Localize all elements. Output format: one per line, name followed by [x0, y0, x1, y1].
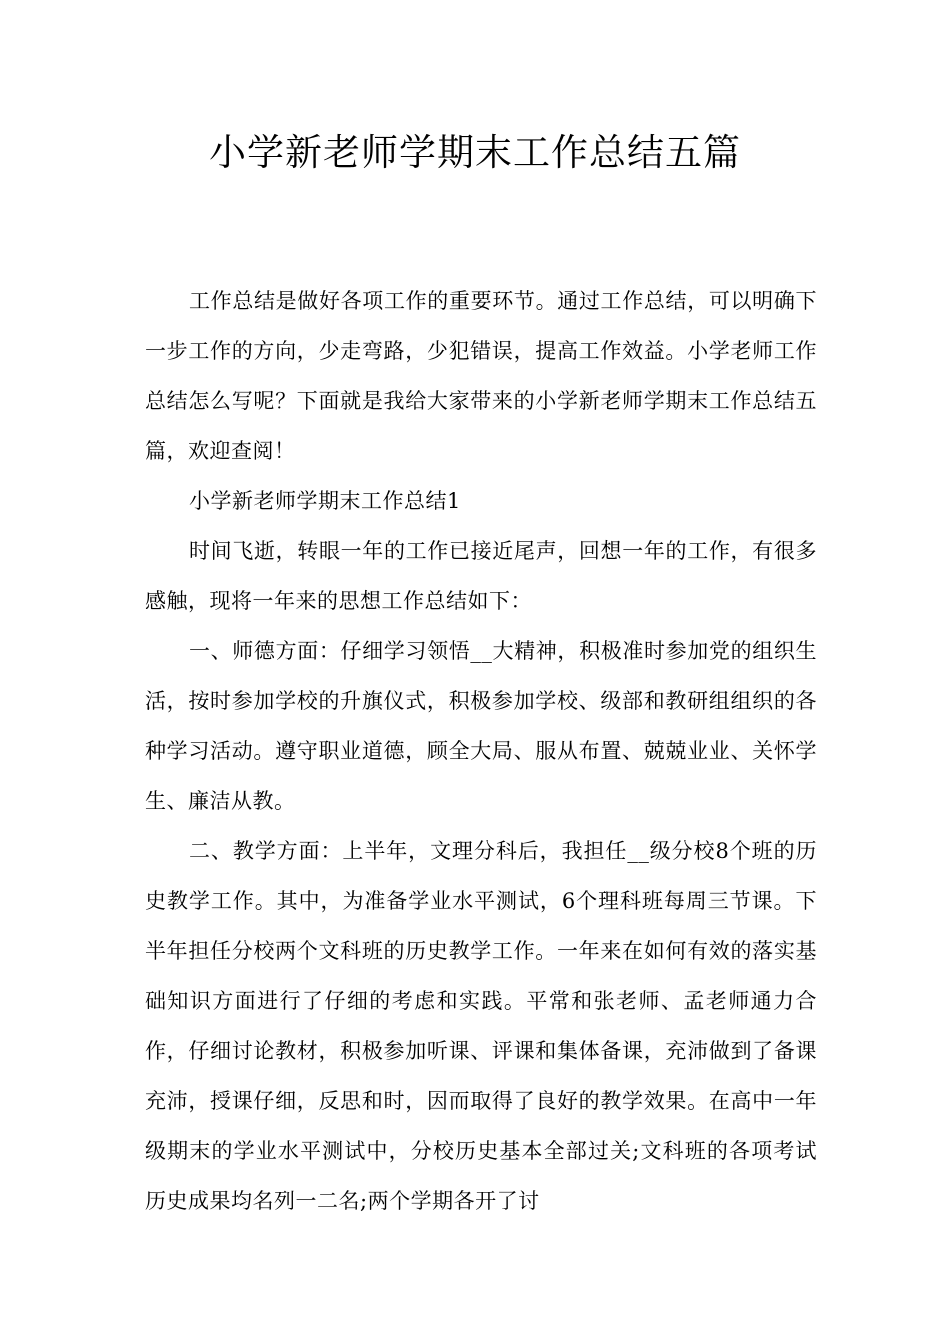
intro-paragraph: 工作总结是做好各项工作的重要环节。通过工作总结，可以明确下一步工作的方向，少走弯路，少犯错误，提高工作效益。小学老师工作总结怎么写呢？下面就是我给大家带来的小学新老师学期末工作总结五篇，欢迎查阅！: [145, 289, 817, 463]
document-body: [145, 276, 817, 1226]
document-title: 小学新老师学期末工作总结五篇: [209, 131, 741, 174]
body-paragraph: 一、师德方面：仔细学习领悟__大精神，积极准时参加党的组织生活，按时参加学校的升旗仪式，积极参加学校、级部和教研组组织的各种学习活动。遵守职业道德，顾全大局、服从布置、兢兢业业、关怀学生、廉洁从教。: [145, 639, 817, 813]
body-paragraph: 时间飞逝，转眼一年的工作已接近尾声，回想一年的工作，有很多感触，现将一年来的思想工作总结如下：: [145, 539, 817, 613]
section-heading: 小学新老师学期末工作总结1: [189, 489, 461, 513]
body-paragraph: 二、教学方面：上半年，文理分科后，我担任__级分校8个班的历史教学工作。其中，为准备学业水平测试，6个理科班每周三节课。下半年担任分校两个文科班的历史教学工作。一年来在如何有效的落实基础知识方面进行了仔细的考虑和实践。平常和张老师、孟老师通力合作，仔细讨论教材，积极参加听课、评课和集体备课，充沛做到了备课充沛，授课仔细，反思和时，因而取得了良好的教学效果。在高中一年级期末的学业水平测试中，分校历史基本全部过关;文科班的各项考试历史成果均名列一二名;两个学期各开了讨: [145, 839, 817, 1213]
